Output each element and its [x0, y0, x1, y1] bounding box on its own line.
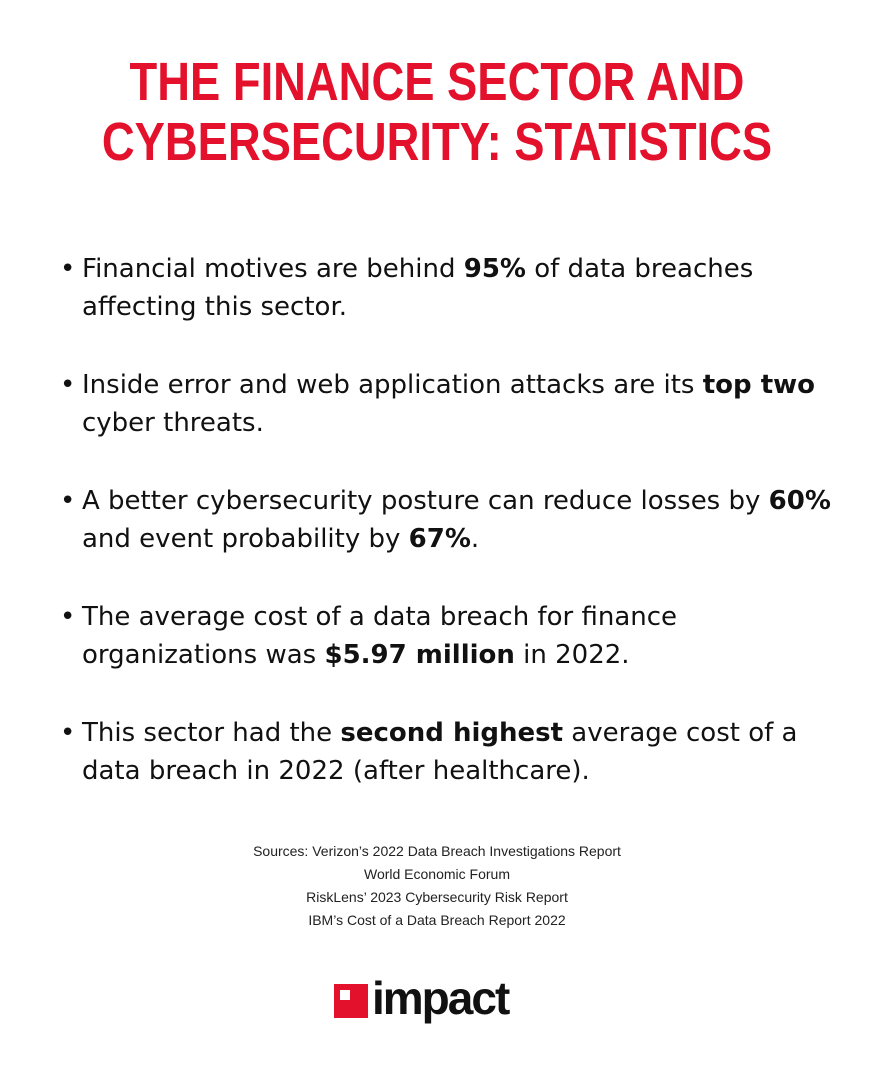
- impact-logo-mark-icon: [334, 984, 368, 1018]
- logo-wordmark: impact: [372, 972, 509, 1024]
- source-line: World Economic Forum: [363, 866, 510, 882]
- fact-text: Financial motives are behind 95% of data breaches affecting this sector.: [82, 254, 754, 322]
- bullet-icon: •: [60, 254, 76, 284]
- page-title: [70, 52, 804, 172]
- fact-text: The average cost of a data breach for finance organizations was $5.97 million in 2022.: [82, 602, 678, 670]
- list-item: [60, 250, 840, 326]
- list-item: [60, 482, 840, 558]
- bullet-icon: •: [60, 602, 76, 632]
- source-line: IBM’s Cost of a Data Breach Report 2022: [308, 912, 566, 928]
- impact-logo: [334, 974, 508, 1026]
- title-line-2: CYBERSECURITY: STATISTICS: [101, 112, 773, 172]
- statistics-list: [60, 250, 840, 830]
- bullet-icon: •: [60, 370, 76, 400]
- bullet-icon: •: [60, 718, 76, 748]
- title-line-1: THE FINANCE SECTOR AND: [129, 52, 745, 112]
- list-item: [60, 366, 840, 442]
- list-item: [60, 714, 840, 790]
- source-line: Sources: Verizon’s 2022 Data Breach Investigations Report: [253, 843, 621, 859]
- source-line: RiskLens’ 2023 Cybersecurity Risk Report: [306, 889, 568, 905]
- bullet-icon: •: [60, 486, 76, 516]
- fact-text: Inside error and web application attacks are its top two cyber threats.: [82, 370, 816, 438]
- list-item: [60, 598, 840, 674]
- fact-text: This sector had the second highest average cost of a data breach in 2022 (after healthcare).: [82, 718, 798, 786]
- sources-block: [0, 840, 874, 932]
- fact-text: A better cybersecurity posture can reduce losses by 60% and event probability by 67%.: [82, 486, 831, 554]
